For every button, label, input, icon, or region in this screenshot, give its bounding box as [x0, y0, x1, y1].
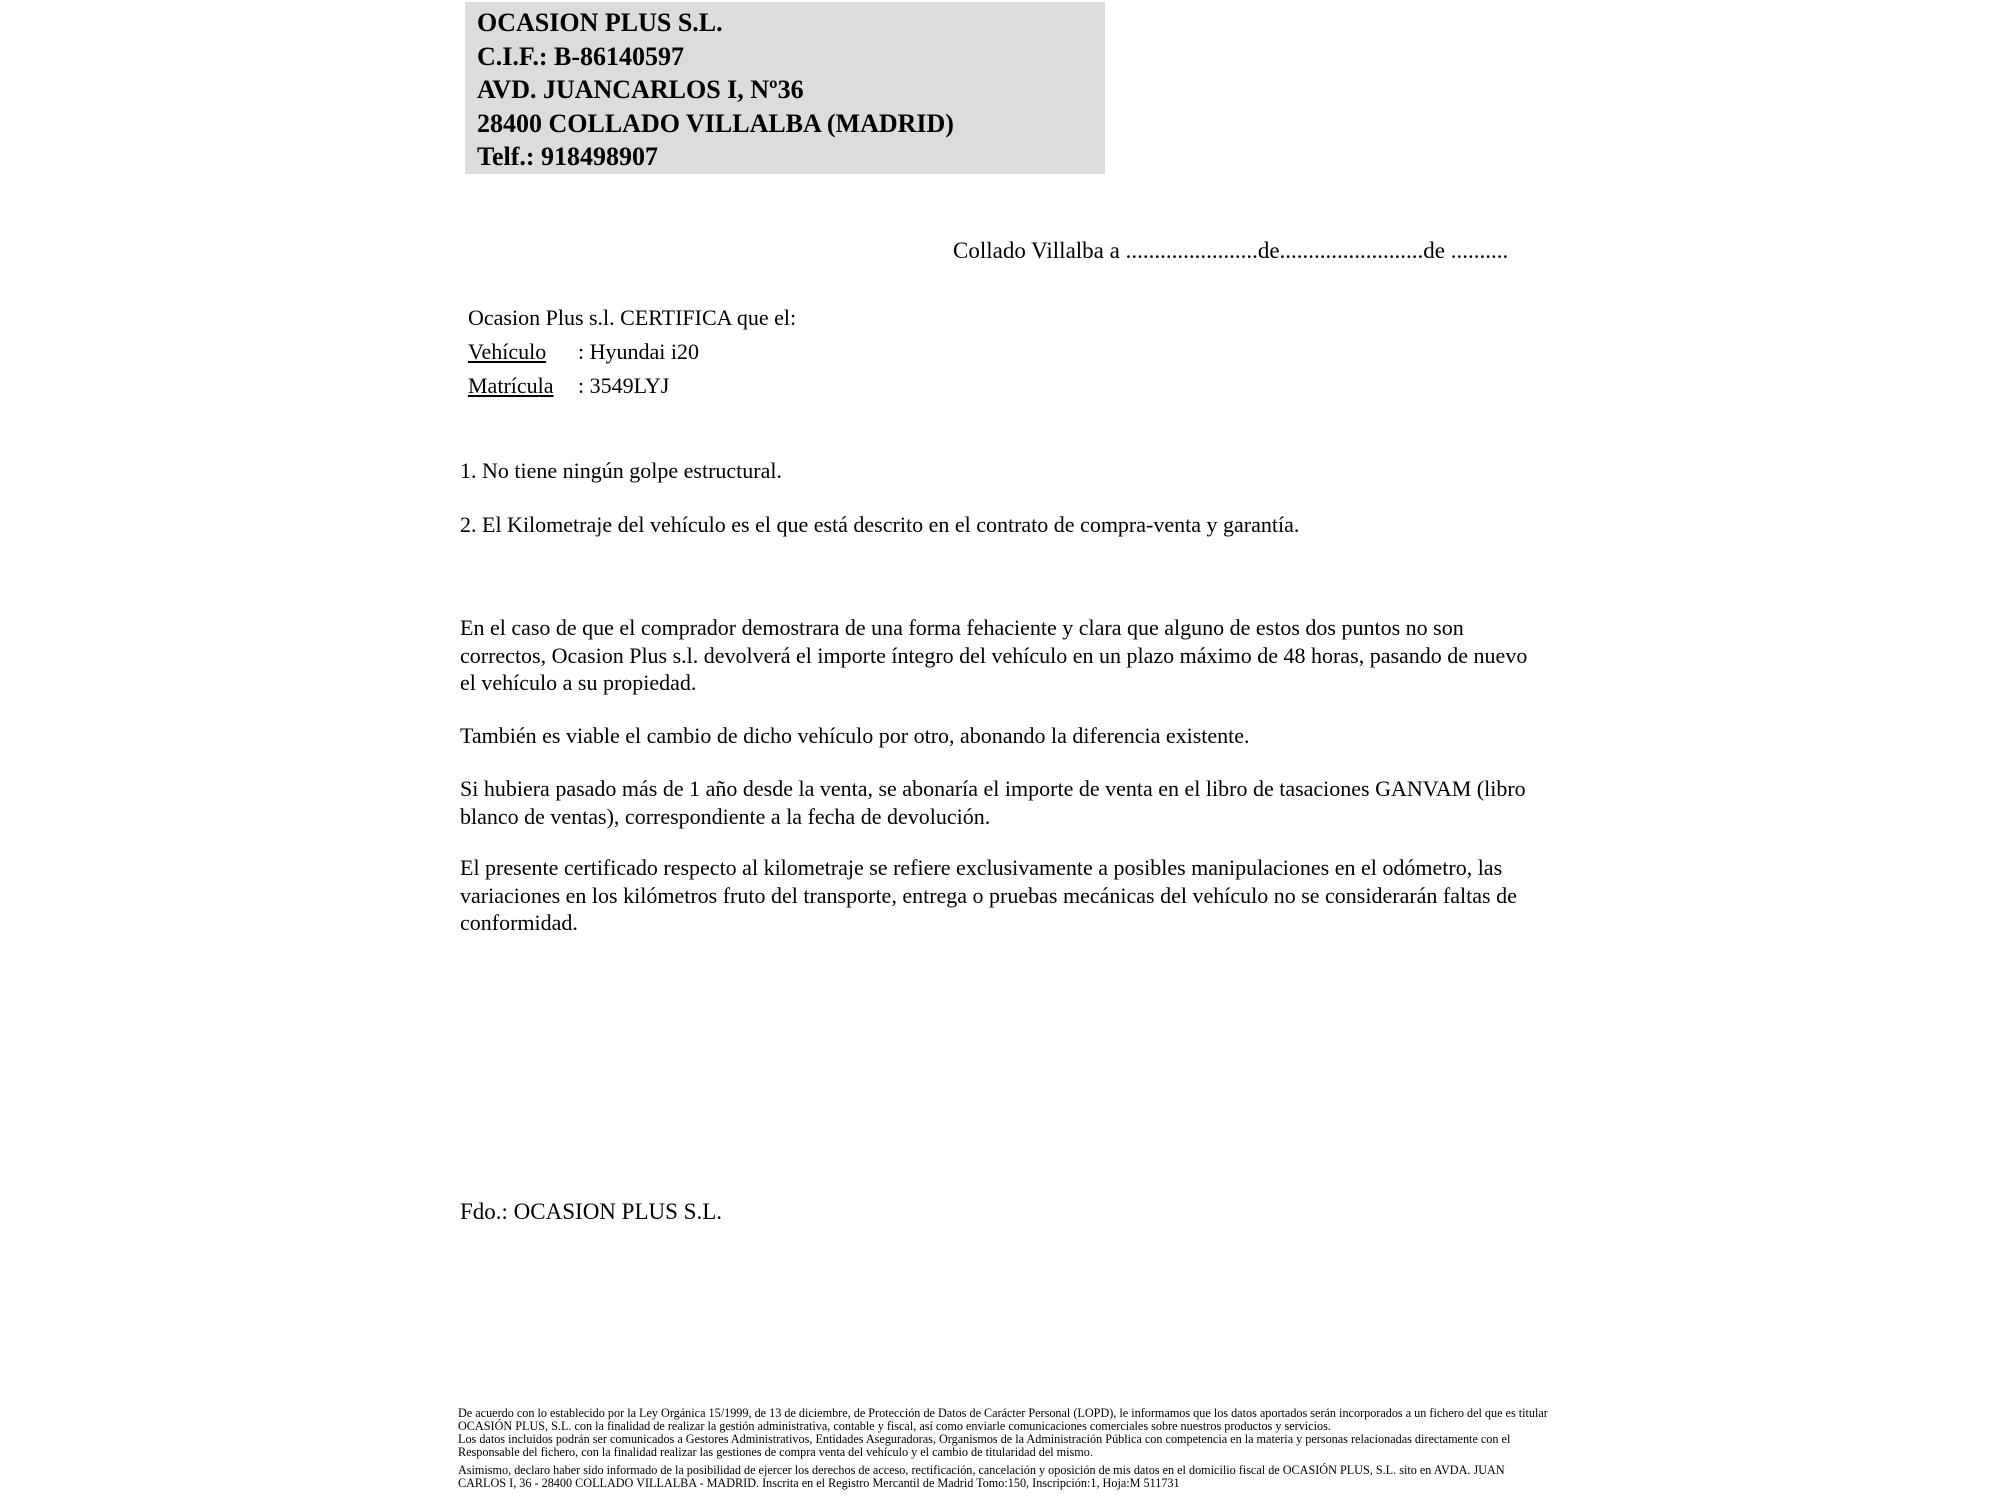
footer-line: Asimismo, declaro haber sido informado de la posibilidad de ejercer los derechos de acceso, rectificación, cancelación y oposición de mis datos en el domicilio fiscal de OCASIÓN PLUS, S.L. sito en AVDA. JUAN: [458, 1463, 1505, 1477]
company-cif: C.I.F.: B-86140597: [477, 41, 685, 71]
vehicle-label: Vehículo: [468, 339, 547, 364]
footer-line: CARLOS I, 36 - 28400 COLLADO VILLALBA - MADRID. Inscrita en el Registro Mercantil de Madrid Tomo:150, Inscripción:1, Hoja:M 511731: [458, 1476, 1180, 1490]
certify-intro: Ocasion Plus s.l. CERTIFICA que el:: [468, 305, 797, 330]
vehicle-value: : Hyundai i20: [578, 339, 699, 364]
company-city: 28400 COLLADO VILLALBA (MADRID): [477, 108, 954, 138]
company-header-box: [465, 2, 1105, 174]
footer-line: De acuerdo con lo establecido por la Ley Orgánica 15/1999, de 13 de diciembre, de Protección de Datos de Carácter Personal (LOPD), le informamos que los datos aportados serán incorporados a un fichero del que es titular: [458, 1406, 1548, 1420]
point-2: 2. El Kilometraje del vehículo es el que está descrito en el contrato de compra-venta y garantía.: [460, 512, 1300, 537]
paragraph-exchange: También es viable el cambio de dicho vehículo por otro, abonando la diferencia existente.: [460, 723, 1250, 748]
date-fill-in-line: Collado Villalba a .......................de.........................de ..........: [953, 238, 1509, 263]
paragraph-ganvam: Si hubiera pasado más de 1 año desde la venta, se abonaría el importe de venta en el libro de tasaciones GANVAM (libro blanco de ventas), correspondiente a la fecha de devolución.: [460, 776, 1526, 829]
footer-line: Responsable del fichero, con la finalidad realizar las gestiones de compra venta del vehículo y el cambio de titularidad del mismo.: [458, 1445, 1093, 1459]
legal-footer: [458, 1407, 1558, 1490]
vehicle-row: [468, 335, 796, 369]
footer-line: Los datos incluidos podrán ser comunicados a Gestores Administrativos, Entidades Aseguradoras, Organismos de la Administración Pública con competencia en la materia y personas relacionadas directamente con el: [458, 1432, 1511, 1446]
paragraph-odometer: El presente certificado respecto al kilometraje se refiere exclusivamente a posibles manipulaciones en el odómetro, las variaciones en los kilómetros fruto del transporte, entrega o pruebas mecánicas del vehículo no se considerarán faltas de conformidad.: [460, 855, 1517, 935]
company-phone: Telf.: 918498907: [477, 142, 659, 171]
plate-row: [468, 369, 796, 403]
company-name: OCASION PLUS S.L.: [477, 8, 723, 37]
paragraph-refund: En el caso de que el comprador demostrara de una forma fehaciente y clara que alguno de estos dos puntos no son correctos, Ocasion Plus s.l. devolverá el importe íntegro del vehículo en un plazo máximo de 48 horas, pasando de nuevo el vehículo a su propiedad.: [460, 615, 1528, 695]
plate-value: : 3549LYJ: [578, 373, 670, 398]
plate-label: Matrícula: [468, 373, 554, 398]
certification-block: [468, 301, 796, 403]
signature-line: Fdo.: OCASION PLUS S.L.: [460, 1199, 722, 1224]
point-1: 1. No tiene ningún golpe estructural.: [460, 458, 782, 483]
company-address: AVD. JUANCARLOS I, Nº36: [477, 75, 804, 104]
footer-line: OCASIÓN PLUS, S.L. con la finalidad de realizar la gestión administrativa, contable y fiscal, así como enviarle comunicaciones comerciales sobre nuestros productos y servicios.: [458, 1419, 1331, 1433]
